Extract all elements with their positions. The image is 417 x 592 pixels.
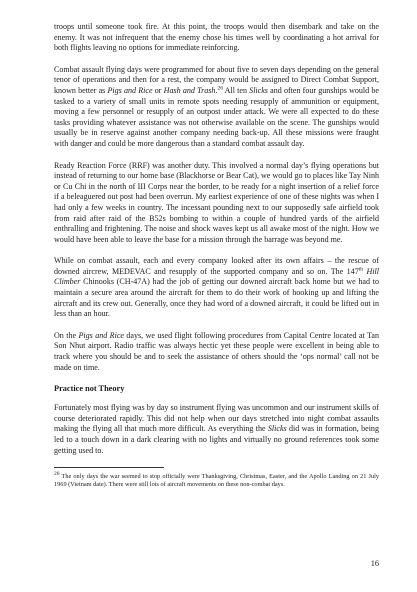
section-heading: Practice not Theory xyxy=(54,384,125,394)
superscript: th xyxy=(358,266,364,273)
text-run: did was in formation, being led to a touch down in a dark clearing with no lights and virtually no ground references took some getting used to. xyxy=(54,424,379,455)
italic-text: Pigs and Rice xyxy=(107,85,153,95)
footnote-divider xyxy=(54,467,164,468)
paragraph xyxy=(54,256,379,320)
page-number: 16 xyxy=(370,559,379,568)
paragraph xyxy=(54,22,379,54)
footnote xyxy=(54,473,379,489)
text-run: and often four gunships would be tasked to a variety of small units in remote spots needing resupply of ammunition or equipment, moving a few personnel or resupply of an outpost under attack. We were all expected to do these tasks providing whatever assistance was not otherwise available on the scene. The gunships would usually be in reserve against another company needing back-up. All these missions were fraught with danger and could be more dangerous than a standard combat assault day. xyxy=(54,85,379,148)
text-run: troops until someone took fire. At this point, the troops would then disembark and take on the enemy. It was not infrequent that the enemy chose his times well by coordinating a hot arrival for both flights leaving no options for immediate reinforcing. xyxy=(54,22,379,53)
italic-text: Hash and Trash xyxy=(163,85,216,95)
text-run: Fortunately most flying was by day so instrument flying was uncommon and our instrument skills of course deteriorated rapidly. This did not help when our days stretched into night combat assaults making the flying all that much more difficult. As everything the xyxy=(54,403,379,434)
text-run: Chinooks (CH-47A) had the job of getting our downed aircraft back home but we had to maintain a secure area around the aircraft for them to do their work of hooking up and lifting the aircraft and its crew out. Generally, once they had word of a downed aircraft, it could be lifted out in less than an hour. xyxy=(54,277,379,319)
text-run: . xyxy=(215,85,218,95)
body-text-continued xyxy=(54,403,379,456)
text-run: Combat assault flying days were programmed for about five to seven days depending on the general tenor of operations and then for a rest, the company would be assigned to Direct Combat Support, known better as xyxy=(54,64,379,95)
text-run: days, we used flight following procedures from Capital Centre located at Tan Son Nhut airport. Radio traffic was always hectic yet these people were excellent in being able to track where you should be and to seek the assistance of others should the ‘ops normal’ call not be made on time. xyxy=(54,330,379,372)
superscript: 26 xyxy=(217,85,223,92)
paragraph xyxy=(54,331,379,373)
text-run: On the xyxy=(54,330,79,340)
text-run: All ten xyxy=(222,85,250,95)
italic-text: Slicks xyxy=(267,424,287,434)
italic-text: Hill Climber xyxy=(54,266,379,287)
superscript: 26 xyxy=(54,471,60,478)
paragraph xyxy=(54,403,379,456)
text-run: or xyxy=(152,85,164,95)
paragraph xyxy=(54,161,379,246)
italic-text: Slicks xyxy=(249,85,268,95)
italic-text: Pigs and Rice xyxy=(78,330,124,340)
body-text xyxy=(54,22,379,373)
text-run: While on combat assault, each and every company looked after its own affairs – the rescue of downed aircrew, MEDEVAC and resupply of the supported company and so on. The 147 xyxy=(54,256,379,276)
paragraph xyxy=(54,65,379,150)
text-run: The only days the war seemed to stop officially were Thanksgiving, Christmas, Easter, and the Apollo Landing on 21 July 1969 (Vietnam date). There were still lots of aircraft movements on these non-combat days. xyxy=(54,473,379,489)
text-run: Ready Reaction Force (RRF) was another duty. This involved a normal day’s flying operations but instead of returning to our home base (Blackhorse or Bear Cat), we would go to places like Tay Ninh or Cu Chi in the north of III Corps near the border, to be ready for a night insertion of a relief force if a beleaguered out post had been overrun. My earliest experience of one of these nights was when I had only a few weeks in country. The incessant pounding next to our supposedly safe airfield took from raid after raid of the B52s bombing to within a couple of hundred yards of the airfield enthralling and frightening. The noise and shock waves kept us all awake most of the night. How we would have been able to leave the base for a mission through the barrage was beyond me. xyxy=(54,160,379,244)
